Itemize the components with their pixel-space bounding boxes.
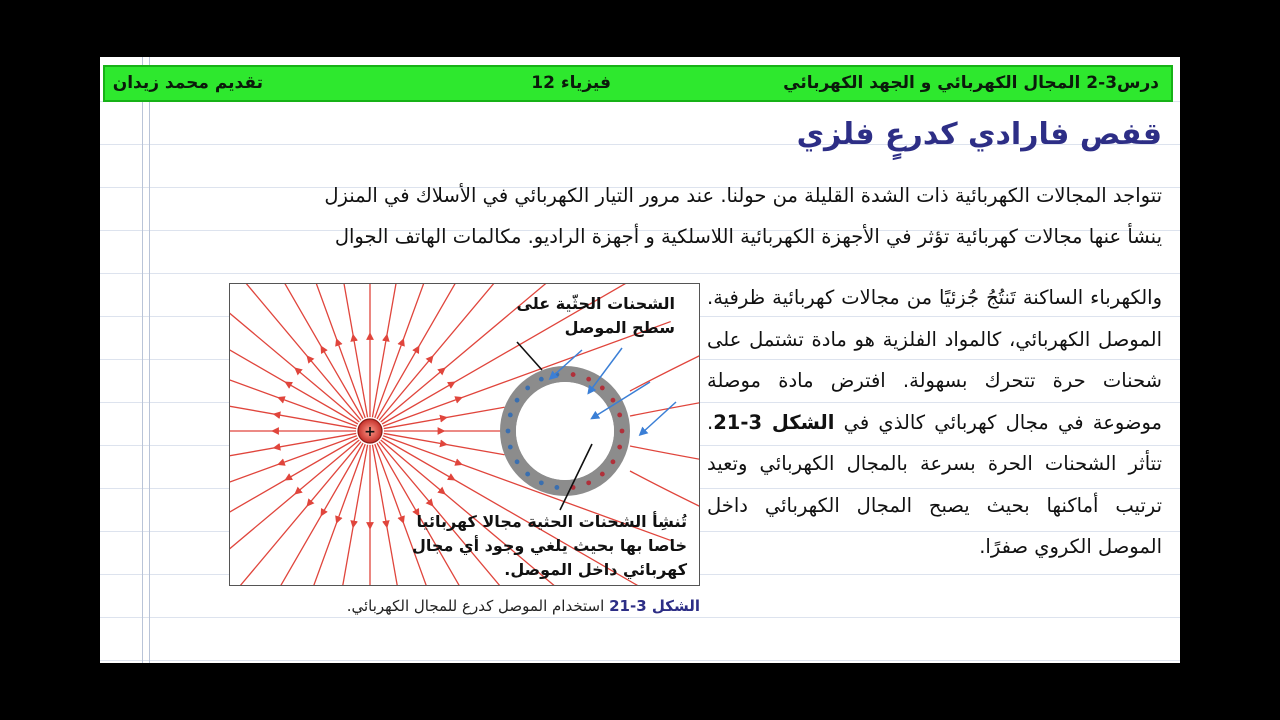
positive-charge [620,429,625,434]
field-line [230,442,361,586]
leader-line [517,342,542,370]
negative-charge [525,472,530,477]
field-arrow [288,478,290,479]
positive-charge [571,372,576,377]
positive-charge [600,386,605,391]
field-line [384,433,505,454]
field-line [230,284,359,422]
conductor-interior [516,382,614,480]
positive-charge [600,472,605,477]
lesson-title: درس3-2 المجال الكهربائي و الجهد الكهربائي [783,73,1159,93]
conductor-shell [508,374,622,488]
field-arrow [309,358,310,360]
header-bar [103,65,1173,102]
figure-faraday-shield [229,283,700,586]
field-arrow [451,478,453,479]
slide [100,57,1180,663]
field-arrow [338,518,339,520]
field-line [230,322,357,427]
side-paragraph [707,277,1162,568]
intro-line: تتواجد المجالات الكهربائية ذات الشدة القليلة من حولنا. عند مرور التيار الكهربائي في الأسلاك في المنزل [324,184,1162,207]
field-arrow [441,370,443,371]
positive-charge [611,398,616,403]
negative-charge [508,445,513,450]
field-line [630,446,700,460]
label-shielding: تُنشِأ الشحنات الحثية مجالا كهربائيا خاصا بها بحيث يلغي وجود أي مجال كهربائي داخل الموصل. [412,512,687,579]
negative-charge [515,398,520,403]
field-line [230,375,356,428]
field-arrow [338,342,339,344]
point-charge [358,419,382,443]
field-line [384,407,505,428]
negative-charge [554,485,559,490]
field-arrow [430,358,431,360]
field-arrow [309,502,310,504]
presenter-name: تقديم محمد زيدان [112,73,263,93]
margin-line [142,57,143,663]
positive-charge [586,480,591,485]
field-arrow [297,370,299,371]
field-arrow [417,349,418,351]
field-arrow [281,399,283,400]
field-arrow [323,512,324,514]
caption-text: استخدام الموصل كدرع للمجال الكهربائي. [346,597,605,615]
field-arrow [402,342,403,344]
field-line [230,436,357,541]
negative-charge [525,386,530,391]
positive-charge [586,377,591,382]
field-arrow [457,463,459,464]
charge-symbol: + [364,424,376,440]
field-arrow [297,491,299,492]
side-text-part1: والكهرباء الساكنة تَنتُجُ جُزئيًا من مجالات كهربائية ظرفية. الموصل الكهربائي، كالمواد الفلزية هو مادة تشتمل على شحنات حرة تتحرك بسهولة. افترض مادة موصلة موضوعة في مجال كهربائي كالذي في [707,286,1162,434]
section-title: قفص فارادي كدرعٍ فلزي [796,117,1162,152]
figure-caption [347,597,700,615]
field-arrow [430,502,431,504]
figure-reference: الشكل 3-21 [713,410,835,434]
field-line [230,433,356,486]
field-arrow [441,491,443,492]
field-arrow [281,463,283,464]
negative-charge [515,459,520,464]
course-name: فيزياء 12 [531,73,611,93]
positive-charge [617,445,622,450]
positive-charge [611,459,616,464]
negative-charge [539,480,544,485]
field-line [630,471,700,507]
field-arrow [323,349,324,351]
field-line [230,443,363,586]
negative-charge [506,429,511,434]
positive-charge [617,413,622,418]
margin-line [149,57,150,663]
label-induced-charges: الشحنات الحثّية على سطح الموصل [516,294,675,337]
negative-charge [508,413,513,418]
intro-paragraph [212,175,1162,257]
field-arrow [457,399,459,400]
callout-arrow [642,402,676,433]
negative-charge [539,377,544,382]
field-line [630,355,700,391]
field-arrow [288,384,290,385]
caption-number: الشكل 3-21 [609,597,700,615]
field-line [630,403,700,417]
side-text-part2: . تتأثر الشحنات الحرة بسرعة بالمجال الكهربائي وتعيد ترتيب أماكنها بحيث يصبح المجال الكهربائي داخل الموصل الكروي صفرًا. [707,410,1162,558]
field-arrow [451,384,453,385]
intro-line: ينشأ عنها مجالات كهربائية تؤثر في الأجهزة الكهربائية اللاسلكية و أجهزة الراديو. مكالمات الهاتف الجوال [334,225,1162,248]
